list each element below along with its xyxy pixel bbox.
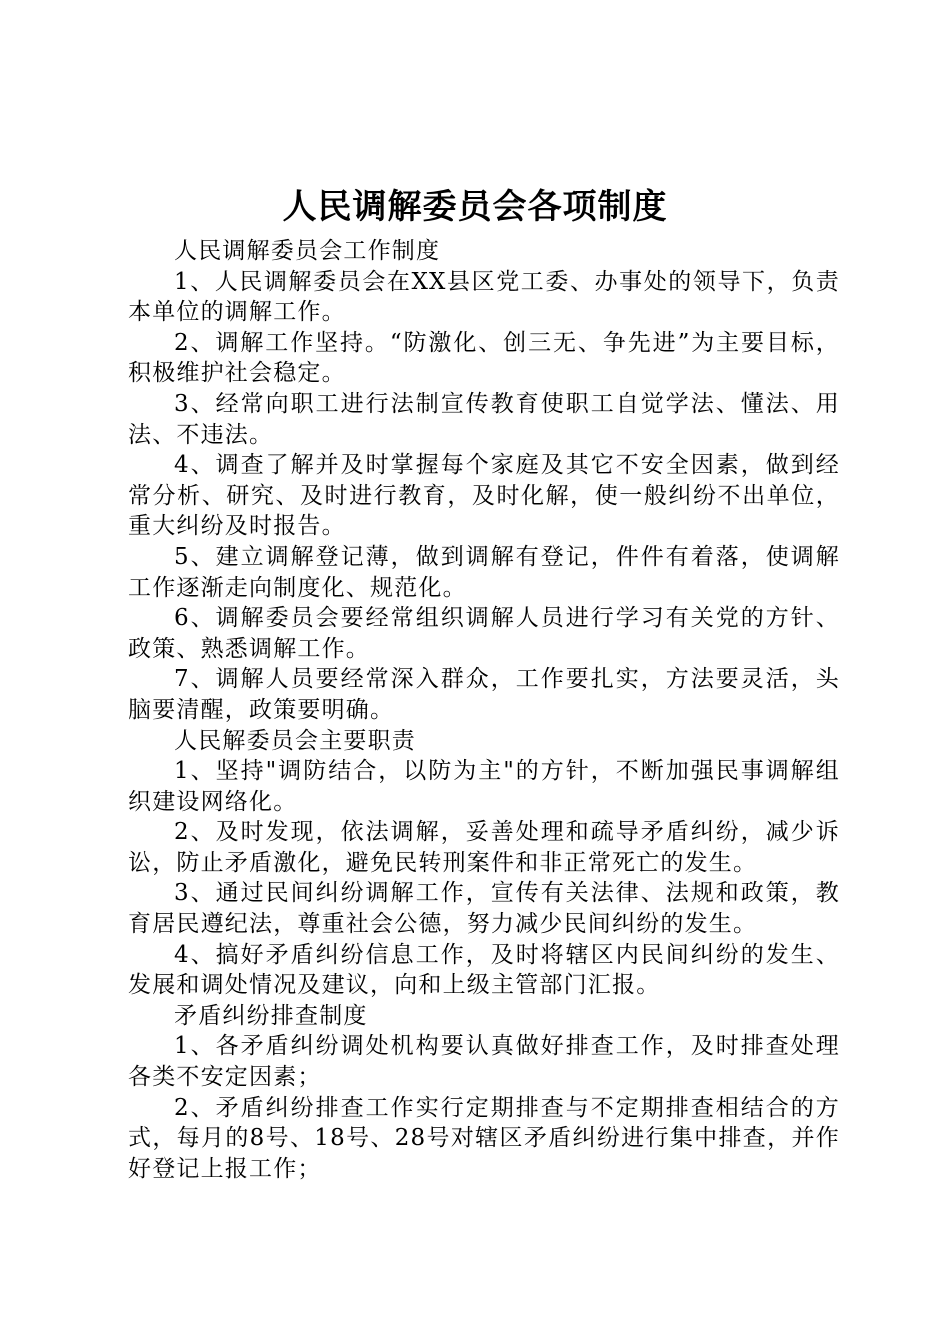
document-body (128, 236, 840, 1184)
paragraph: 2、调解工作坚持。“防激化、创三无、争先进”为主要目标，积极维护社会稳定。 (128, 329, 840, 387)
paragraph: 2、矛盾纠纷排查工作实行定期排查与不定期排查相结合的方式，每月的8号、18号、28号对辖区矛盾纠纷进行集中排查，并作好登记上报工作； (128, 1094, 840, 1182)
paragraph: 1、人民调解委员会在XX县区党工委、办事处的领导下，负责本单位的调解工作。 (128, 268, 840, 326)
paragraph: 3、通过民间纠纷调解工作，宣传有关法律、法规和政策，教育居民遵纪法，尊重社会公德，努力减少民间纠纷的发生。 (128, 880, 840, 938)
paragraph: 7、调解人员要经常深入群众，工作要扎实，方法要灵活，头脑要清醒，政策要明确。 (128, 666, 840, 723)
section-heading-main-duties: 人民解委员会主要职责 (174, 727, 416, 754)
paragraph: 4、调查了解并及时掌握每个家庭及其它不安全因素，做到经常分析、研究、及时进行教育，及时化解，使一般纠纷不出单位，重大纠纷及时报告。 (128, 452, 840, 540)
paragraph: 4、搞好矛盾纠纷信息工作，及时将辖区内民间纠纷的发生、发展和调处情况及建议，向和上级主管部门汇报。 (128, 941, 840, 999)
document-title: 人民调解委员会各项制度 (282, 187, 668, 227)
paragraph: 1、坚持"调防结合，以防为主"的方针，不断加强民事调解组织建设网络化。 (128, 758, 840, 815)
paragraph: 3、经常向职工进行法制宣传教育使职工自觉学法、懂法、用法、不违法。 (128, 390, 840, 448)
paragraph: 1、各矛盾纠纷调处机构要认真做好排查工作，及时排查处理各类不安定因素； (128, 1033, 840, 1091)
section-heading-dispute-screening: 矛盾纠纷排查制度 (174, 1002, 368, 1029)
section-heading-work-system: 人民调解委员会工作制度 (174, 238, 441, 264)
paragraph: 5、建立调解登记薄，做到调解有登记，件件有着落，使调解工作逐渐走向制度化、规范化。 (128, 543, 840, 601)
paragraph: 2、及时发现，依法调解，妥善处理和疏导矛盾纠纷，减少诉讼，防止矛盾激化，避免民转刑案件和非正常死亡的发生。 (128, 819, 840, 876)
paragraph: 6、调解委员会要经常组织调解人员进行学习有关党的方针、政策、熟悉调解工作。 (128, 605, 840, 662)
